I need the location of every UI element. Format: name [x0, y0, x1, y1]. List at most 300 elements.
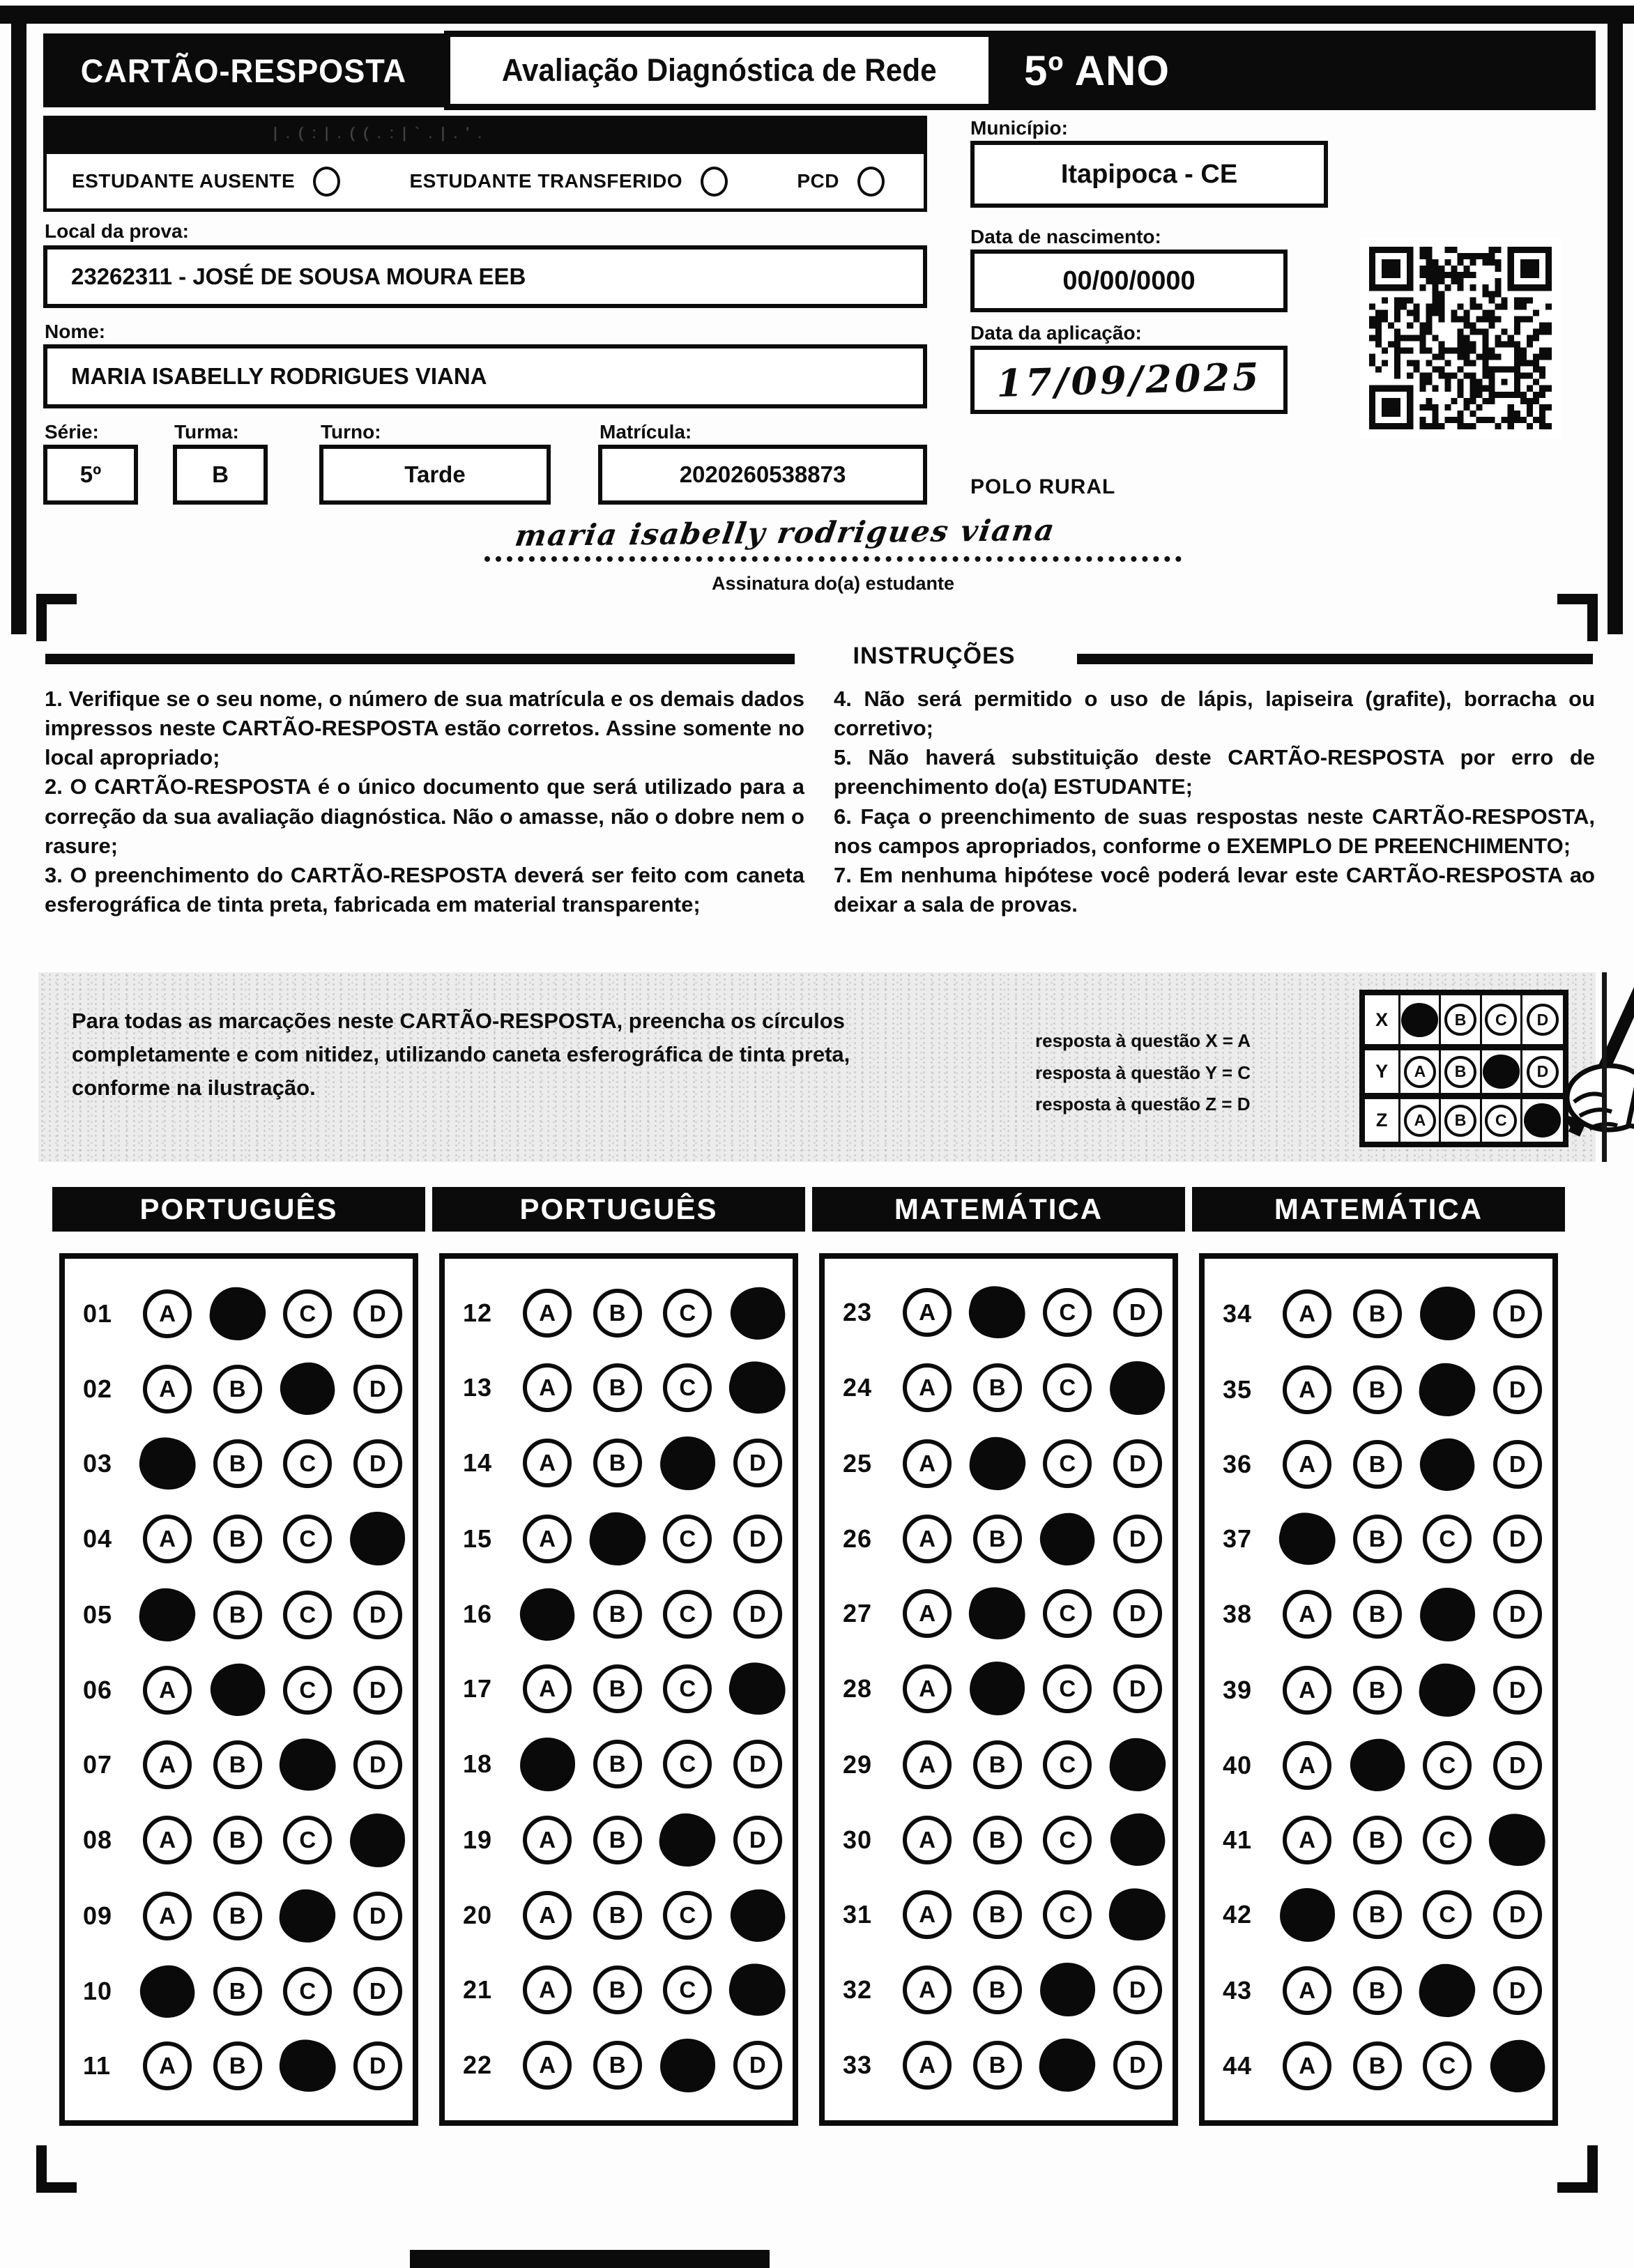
bubble-36-A[interactable]: A: [1283, 1440, 1331, 1489]
question-number: 35: [1223, 1374, 1253, 1404]
status-options-box: [43, 151, 927, 212]
question-number: 05: [83, 1600, 113, 1629]
bubble-cell: [273, 1363, 343, 1415]
bubble-01-A[interactable]: A: [143, 1289, 192, 1338]
bubble-37-D[interactable]: D: [1493, 1515, 1542, 1563]
bubble-07-B[interactable]: B: [213, 1740, 262, 1789]
bubble-36-B[interactable]: B: [1353, 1440, 1402, 1489]
bubble-06-C[interactable]: C: [283, 1666, 332, 1715]
bubble-24-B[interactable]: B: [973, 1363, 1022, 1412]
question-row-01: [65, 1287, 413, 1340]
bubble-39-A[interactable]: A: [1283, 1666, 1331, 1715]
bubble-19-A[interactable]: A: [523, 1816, 572, 1864]
faint-illegible-text: | . ( : | . ( ( . : | ` . | . ' .: [273, 124, 484, 141]
estudante-ausente-circle[interactable]: [313, 167, 340, 197]
bubble-29-C[interactable]: C: [1043, 1740, 1092, 1789]
bubble-23-A[interactable]: A: [903, 1288, 952, 1337]
question-row-27: [825, 1588, 1173, 1639]
question-number: 09: [83, 1901, 113, 1931]
bubble-18-D[interactable]: D: [733, 1740, 782, 1788]
bubble-08-C[interactable]: C: [283, 1816, 332, 1864]
bubble-cell: [582, 1512, 652, 1565]
frame-left-bar: [11, 6, 26, 634]
card-title: CARTÃO-RESPOSTA: [80, 52, 407, 89]
bubble-08-A[interactable]: A: [143, 1816, 192, 1864]
bubble-24-D[interactable]: [1108, 1360, 1166, 1416]
bubble-35-B[interactable]: B: [1353, 1365, 1402, 1414]
bubble-26-C[interactable]: [1037, 1510, 1098, 1569]
registration-mark-top-right: [1557, 594, 1598, 641]
bubble-44-A[interactable]: A: [1283, 2041, 1331, 2090]
bubble-22-B[interactable]: B: [593, 2041, 642, 2090]
bubble-22-D[interactable]: D: [733, 2041, 782, 2090]
bubble-02-D[interactable]: D: [353, 1365, 402, 1413]
example-bubble-Z-C[interactable]: C: [1485, 1105, 1517, 1137]
bubble-09-B[interactable]: B: [213, 1892, 262, 1940]
bubble-40-D[interactable]: D: [1493, 1741, 1542, 1790]
bubble-cell: [1412, 1741, 1483, 1790]
bubble-16-D[interactable]: D: [733, 1590, 782, 1639]
bubble-cell: [132, 1816, 203, 1864]
signature-handwritten: maria isabelly rodrigues viana: [512, 512, 1058, 553]
bubble-14-C[interactable]: [659, 1434, 717, 1491]
bubble-30-A[interactable]: A: [903, 1816, 952, 1864]
bubble-32-C[interactable]: [1039, 1961, 1097, 2018]
question-row-44: [1205, 2040, 1552, 2092]
bubble-25-A[interactable]: A: [903, 1439, 952, 1488]
bubble-12-C[interactable]: C: [663, 1289, 712, 1338]
bubble-cell: [202, 1365, 273, 1413]
question-number: 23: [843, 1298, 873, 1327]
example-bubble-Z-B[interactable]: B: [1444, 1105, 1476, 1137]
bubble-27-D[interactable]: D: [1113, 1589, 1162, 1638]
bubble-20-B[interactable]: B: [593, 1891, 642, 1940]
bubble-39-C[interactable]: [1417, 1661, 1478, 1719]
bubble-05-A[interactable]: [137, 1586, 198, 1644]
bubble-06-A[interactable]: A: [143, 1666, 192, 1715]
bubble-cell: [132, 1365, 203, 1413]
bubble-05-B[interactable]: B: [213, 1591, 262, 1639]
bubble-06-D[interactable]: D: [353, 1666, 402, 1715]
bubble-28-A[interactable]: A: [903, 1664, 952, 1713]
bubble-cell: [512, 1515, 583, 1563]
question-row-10: [65, 1966, 413, 2018]
bubble-43-C[interactable]: [1417, 1961, 1478, 2020]
bubble-30-C[interactable]: C: [1043, 1816, 1092, 1864]
bubble-35-D[interactable]: D: [1493, 1365, 1542, 1414]
bubble-18-C[interactable]: C: [663, 1740, 712, 1788]
bubble-cell: [723, 1515, 793, 1563]
bubble-15-C[interactable]: C: [663, 1515, 712, 1563]
bubble-cell: [962, 1363, 1032, 1412]
bubble-44-D[interactable]: [1487, 2037, 1548, 2096]
bubble-31-C[interactable]: C: [1043, 1890, 1092, 1939]
bubble-28-D[interactable]: D: [1113, 1664, 1162, 1713]
bubble-27-B[interactable]: [963, 1581, 1030, 1645]
bubble-09-D[interactable]: D: [353, 1892, 402, 1940]
bubble-13-B[interactable]: B: [593, 1363, 642, 1412]
example-bubble-Z-A[interactable]: A: [1404, 1105, 1436, 1137]
bubble-22-C[interactable]: [659, 2037, 717, 2093]
example-bubble-X-A[interactable]: [1401, 1003, 1438, 1037]
example-bubble-Y-B[interactable]: B: [1444, 1056, 1476, 1088]
bubble-37-C[interactable]: C: [1423, 1515, 1472, 1563]
example-bubble-Y-D[interactable]: D: [1527, 1056, 1559, 1088]
question-number: 03: [83, 1448, 113, 1478]
question-number: 07: [83, 1750, 113, 1779]
bubble-15-A[interactable]: A: [523, 1515, 572, 1563]
signature-label: Assinatura do(a) estudante: [711, 573, 955, 594]
aplicacao-handwritten-value: 17/09/2025: [995, 354, 1262, 406]
bubble-15-D[interactable]: D: [733, 1515, 782, 1563]
bubble-40-B[interactable]: [1347, 1736, 1408, 1795]
bubble-26-D[interactable]: D: [1113, 1515, 1162, 1563]
bubble-38-A[interactable]: A: [1283, 1590, 1331, 1639]
bubble-26-B[interactable]: B: [973, 1515, 1022, 1563]
bubble-cell: [962, 1287, 1032, 1338]
question-number: 25: [843, 1449, 873, 1478]
question-number: 24: [843, 1373, 873, 1402]
bubble-25-D[interactable]: D: [1113, 1439, 1162, 1488]
bubble-27-A[interactable]: A: [903, 1589, 952, 1638]
bubble-cell: [1272, 1289, 1343, 1338]
bubble-cell: [723, 1964, 793, 2016]
bubble-26-A[interactable]: A: [903, 1515, 952, 1563]
bubble-04-A[interactable]: A: [143, 1515, 192, 1563]
bubble-42-A[interactable]: [1278, 1887, 1336, 1943]
bubble-cell: [1272, 1513, 1343, 1565]
bubble-18-B[interactable]: B: [593, 1740, 642, 1788]
bubble-25-B[interactable]: [967, 1434, 1028, 1493]
bubble-32-B[interactable]: B: [973, 1966, 1022, 2014]
bubble-10-A[interactable]: [137, 1962, 198, 2021]
bubble-07-D[interactable]: D: [353, 1740, 402, 1789]
bubble-cell: [1342, 1666, 1412, 1715]
bubble-19-D[interactable]: D: [733, 1816, 782, 1864]
bubble-20-D[interactable]: [727, 1885, 788, 1945]
local-da-prova-box: [43, 245, 927, 308]
bubble-17-C[interactable]: C: [663, 1664, 712, 1713]
bubble-cell: [343, 1740, 413, 1789]
bubble-34-C[interactable]: [1419, 1285, 1476, 1342]
bubble-15-B[interactable]: [587, 1510, 648, 1568]
example-instruction-text: Para todas as marcações neste CARTÃO-RESPOSTA, preencha os círculos completamente e com nitidez, utilizando caneta esferográfica de tinta preta, conforme na ilustração.: [72, 1009, 850, 1101]
bubble-cell: [202, 1439, 273, 1488]
bubble-11-B[interactable]: B: [213, 2041, 262, 2090]
answer-grid: [439, 1253, 798, 2126]
bubble-13-D[interactable]: [724, 1356, 791, 1419]
instructions-right-column: [834, 684, 1595, 919]
bubble-cell: [343, 1365, 413, 1413]
bubble-34-B[interactable]: B: [1353, 1289, 1402, 1338]
question-row-12: [445, 1287, 793, 1340]
bubble-cell: [273, 1289, 343, 1338]
example-bubble-X-B[interactable]: B: [1444, 1004, 1476, 1036]
bubble-20-A[interactable]: A: [523, 1891, 572, 1940]
question-number: 32: [843, 1975, 873, 2004]
bubble-09-A[interactable]: A: [143, 1892, 192, 1940]
turma-value: B: [212, 461, 229, 487]
bubble-01-D[interactable]: D: [353, 1289, 402, 1338]
bubble-cell: [1412, 1287, 1483, 1340]
estudante-transferido-circle[interactable]: [701, 167, 728, 197]
bubble-10-C[interactable]: C: [283, 1967, 332, 2016]
municipio-value: Itapipoca - CE: [1060, 159, 1238, 189]
bubble-04-B[interactable]: B: [213, 1515, 262, 1563]
bubble-06-B[interactable]: [207, 1660, 268, 1719]
pcd-circle[interactable]: [857, 167, 885, 197]
bubble-cell: [962, 1437, 1032, 1490]
bubble-28-C[interactable]: C: [1043, 1664, 1092, 1713]
bubble-37-B[interactable]: B: [1353, 1515, 1402, 1563]
bubble-37-A[interactable]: [1274, 1508, 1341, 1571]
bubble-11-D[interactable]: D: [353, 2041, 402, 2090]
bubble-02-B[interactable]: B: [213, 1365, 262, 1413]
bubble-44-B[interactable]: B: [1353, 2041, 1402, 2090]
bubble-22-A[interactable]: A: [523, 2041, 572, 2090]
bubble-01-B[interactable]: [207, 1285, 268, 1343]
bubble-10-D[interactable]: D: [353, 1967, 402, 2016]
bubble-14-D[interactable]: D: [733, 1439, 782, 1487]
bubble-cell: [1103, 2041, 1173, 2090]
bubble-cell: [962, 1662, 1032, 1715]
bubble-cell: [273, 1666, 343, 1715]
bubble-34-A[interactable]: A: [1283, 1289, 1331, 1338]
bubble-41-B[interactable]: B: [1353, 1816, 1402, 1864]
bubble-cell: [343, 1814, 413, 1867]
bubble-03-A[interactable]: [134, 1432, 201, 1495]
bubble-02-A[interactable]: A: [143, 1365, 192, 1413]
bubble-44-C[interactable]: C: [1423, 2041, 1472, 2090]
example-bubble-Y-A[interactable]: A: [1404, 1056, 1436, 1088]
header-grade-box: [995, 31, 1596, 110]
bubble-cell: [1412, 1363, 1483, 1416]
bubble-43-A[interactable]: A: [1283, 1966, 1331, 2015]
bubble-12-B[interactable]: B: [593, 1289, 642, 1338]
bubble-32-D[interactable]: D: [1113, 1966, 1162, 2014]
bubble-03-D[interactable]: D: [353, 1439, 402, 1488]
bubble-04-D[interactable]: [349, 1510, 406, 1567]
bubble-cell: [892, 1740, 963, 1789]
question-number: 14: [463, 1448, 493, 1477]
bubble-43-B[interactable]: B: [1353, 1966, 1402, 2015]
bubble-43-D[interactable]: D: [1493, 1966, 1542, 2015]
bubble-21-C[interactable]: C: [663, 1966, 712, 2014]
question-number: 38: [1223, 1600, 1253, 1629]
bubble-38-D[interactable]: D: [1493, 1590, 1542, 1639]
question-row-28: [825, 1662, 1173, 1715]
bubble-05-C[interactable]: C: [283, 1591, 332, 1639]
bubble-41-A[interactable]: A: [1283, 1816, 1331, 1864]
question-row-11: [65, 2040, 413, 2092]
aplicacao-box[interactable]: [970, 346, 1288, 414]
bubble-cell: [1103, 1439, 1173, 1488]
bubble-29-D[interactable]: [1107, 1736, 1168, 1794]
bubble-34-D[interactable]: D: [1493, 1289, 1542, 1338]
bubble-cell: [582, 1590, 652, 1639]
bubble-27-C[interactable]: C: [1043, 1589, 1092, 1638]
bubble-cell: [723, 2041, 793, 2090]
bubble-38-C[interactable]: [1419, 1586, 1476, 1643]
bubble-02-C[interactable]: [277, 1359, 338, 1418]
bubble-cell: [1103, 1966, 1173, 2014]
bubble-cell: [512, 1966, 583, 2014]
bubble-35-A[interactable]: A: [1283, 1365, 1331, 1414]
bubble-23-B[interactable]: [963, 1281, 1030, 1344]
bubble-03-B[interactable]: B: [213, 1439, 262, 1488]
bubble-cell: [1272, 2041, 1343, 2090]
bubble-31-D[interactable]: [1104, 1883, 1171, 1946]
bubble-09-C[interactable]: [277, 1887, 338, 1945]
bubble-23-C[interactable]: C: [1043, 1288, 1092, 1337]
answer-grid: [819, 1253, 1178, 2126]
bubble-cell: [202, 1967, 273, 2016]
bubble-32-A[interactable]: A: [903, 1966, 952, 2014]
bubble-38-B[interactable]: B: [1353, 1590, 1402, 1639]
bubble-cell: [1032, 1363, 1103, 1412]
bubble-cell: [582, 1740, 652, 1788]
question-number: 44: [1223, 2051, 1253, 2081]
bubble-36-D[interactable]: D: [1493, 1440, 1542, 1489]
question-number: 21: [463, 1975, 493, 2004]
bubble-17-A[interactable]: A: [523, 1664, 572, 1713]
bubble-cell: [962, 1515, 1032, 1563]
bubble-cell: [512, 1363, 583, 1412]
example-cell: [1400, 1050, 1441, 1093]
question-number: 22: [463, 2051, 493, 2079]
bubble-29-B[interactable]: B: [973, 1740, 1022, 1789]
bubble-21-B[interactable]: B: [593, 1966, 642, 2014]
bubble-17-B[interactable]: B: [593, 1664, 642, 1713]
bubble-12-D[interactable]: [727, 1283, 788, 1342]
estudante-ausente-label: ESTUDANTE AUSENTE: [72, 170, 296, 192]
bubble-cell: [512, 1738, 583, 1791]
example-bubble-X-C[interactable]: C: [1485, 1004, 1517, 1036]
bubble-30-D[interactable]: [1107, 1810, 1168, 1869]
bubble-30-B[interactable]: B: [973, 1816, 1022, 1864]
answer-section-title: PORTUGUÊS: [432, 1187, 805, 1232]
turma-box: [173, 445, 268, 505]
exclusive-use-bar: [43, 116, 927, 151]
bubble-42-B[interactable]: B: [1353, 1890, 1402, 1939]
bubble-cell: [202, 1740, 273, 1789]
bubble-13-C[interactable]: C: [663, 1363, 712, 1412]
bubble-cell: [582, 1664, 652, 1713]
bubble-20-C[interactable]: C: [663, 1891, 712, 1940]
bubble-08-B[interactable]: B: [213, 1816, 262, 1864]
bubble-11-A[interactable]: A: [143, 2041, 192, 2090]
serie-box: [43, 445, 138, 505]
bubble-cell: [1342, 1365, 1412, 1414]
bubble-42-D[interactable]: D: [1493, 1890, 1542, 1939]
illustration-edge-line: [1602, 972, 1607, 1162]
bubble-07-A[interactable]: A: [143, 1740, 192, 1789]
bubble-31-B[interactable]: B: [973, 1890, 1022, 1939]
bubble-cell: [132, 1289, 203, 1338]
bubble-14-A[interactable]: A: [523, 1439, 572, 1487]
bubble-cell: [1032, 1664, 1103, 1713]
bubble-33-C[interactable]: [1037, 2036, 1098, 2094]
frame-right-bar: [1608, 6, 1623, 634]
bubble-cell: [1032, 1288, 1103, 1337]
bubble-25-C[interactable]: C: [1043, 1439, 1092, 1488]
bubble-41-C[interactable]: C: [1423, 1816, 1472, 1864]
bubble-11-C[interactable]: [274, 2035, 341, 2098]
bubble-29-A[interactable]: A: [903, 1740, 952, 1789]
bubble-16-B[interactable]: B: [593, 1590, 642, 1639]
bubble-cell: [962, 2041, 1032, 2090]
question-row-29: [825, 1738, 1173, 1791]
bubble-cell: [1272, 1888, 1343, 1942]
bubble-05-D[interactable]: D: [353, 1591, 402, 1639]
bubble-13-A[interactable]: A: [523, 1363, 572, 1412]
bubble-cell: [1483, 1440, 1553, 1489]
bubble-18-A[interactable]: [519, 1736, 577, 1792]
bubble-24-A[interactable]: A: [903, 1363, 952, 1412]
bubble-40-A[interactable]: A: [1283, 1741, 1331, 1790]
bubble-19-C[interactable]: [657, 1811, 718, 1869]
bubble-35-C[interactable]: [1417, 1361, 1478, 1419]
bubble-16-A[interactable]: [517, 1584, 578, 1643]
bubble-40-C[interactable]: C: [1423, 1741, 1472, 1790]
bubble-21-A[interactable]: A: [523, 1966, 572, 2014]
bubble-cell: [1483, 1890, 1553, 1939]
bubble-01-C[interactable]: C: [283, 1289, 332, 1338]
bubble-cell: [202, 1287, 273, 1340]
bubble-cell: [652, 1436, 723, 1490]
bubble-10-B[interactable]: B: [213, 1967, 262, 2016]
question-row-37: [1205, 1513, 1552, 1565]
question-number: 43: [1223, 1976, 1253, 2005]
question-row-30: [825, 1814, 1173, 1866]
bubble-39-B[interactable]: B: [1353, 1666, 1402, 1715]
bubble-03-C[interactable]: C: [283, 1439, 332, 1488]
question-number: 18: [463, 1749, 493, 1778]
bubble-08-D[interactable]: [349, 1812, 406, 1869]
bubble-42-C[interactable]: C: [1423, 1890, 1472, 1939]
bubble-28-B[interactable]: [968, 1660, 1026, 1717]
instruction-item: 2. O CARTÃO-RESPOSTA é o único documento que será utilizado para a correção da sua avaliação diagnóstica. Não o amasse, não o dobre nem o rasure;: [45, 774, 804, 858]
bubble-cell: [1342, 1440, 1412, 1489]
bubble-14-B[interactable]: B: [593, 1439, 642, 1487]
local-da-prova-value: 23262311 - JOSÉ DE SOUSA MOURA EEB: [71, 263, 526, 289]
question-row-19: [445, 1814, 793, 1867]
bubble-19-B[interactable]: B: [593, 1816, 642, 1864]
bubble-23-D[interactable]: D: [1113, 1288, 1162, 1337]
instruction-item: 5. Não haverá substituição deste CARTÃO-RESPOSTA por erro de preenchimento do(a) ESTUDANTE;: [834, 745, 1595, 799]
bubble-33-B[interactable]: B: [973, 2041, 1022, 2090]
example-bubble-X-D[interactable]: D: [1527, 1004, 1559, 1036]
bubble-17-D[interactable]: [724, 1657, 791, 1720]
bubble-12-A[interactable]: A: [523, 1289, 572, 1338]
bubble-31-A[interactable]: A: [903, 1890, 952, 1939]
bubble-33-A[interactable]: A: [903, 2041, 952, 2090]
bubble-04-C[interactable]: C: [283, 1515, 332, 1563]
bubble-36-C[interactable]: [1417, 1435, 1478, 1494]
bubble-16-C[interactable]: C: [663, 1590, 712, 1639]
instructions-rule-left: [45, 654, 795, 664]
nome-label: Nome:: [45, 321, 106, 342]
bubble-41-D[interactable]: [1484, 1808, 1551, 1871]
bubble-21-D[interactable]: [724, 1958, 791, 2021]
bubble-07-C[interactable]: [274, 1733, 341, 1796]
bubble-39-D[interactable]: D: [1493, 1666, 1542, 1715]
bubble-33-D[interactable]: D: [1113, 2041, 1162, 2090]
turno-box: [319, 445, 551, 505]
bubble-24-C[interactable]: C: [1043, 1363, 1092, 1412]
qr-code: [1359, 237, 1562, 439]
serie-label: Série:: [45, 421, 99, 443]
